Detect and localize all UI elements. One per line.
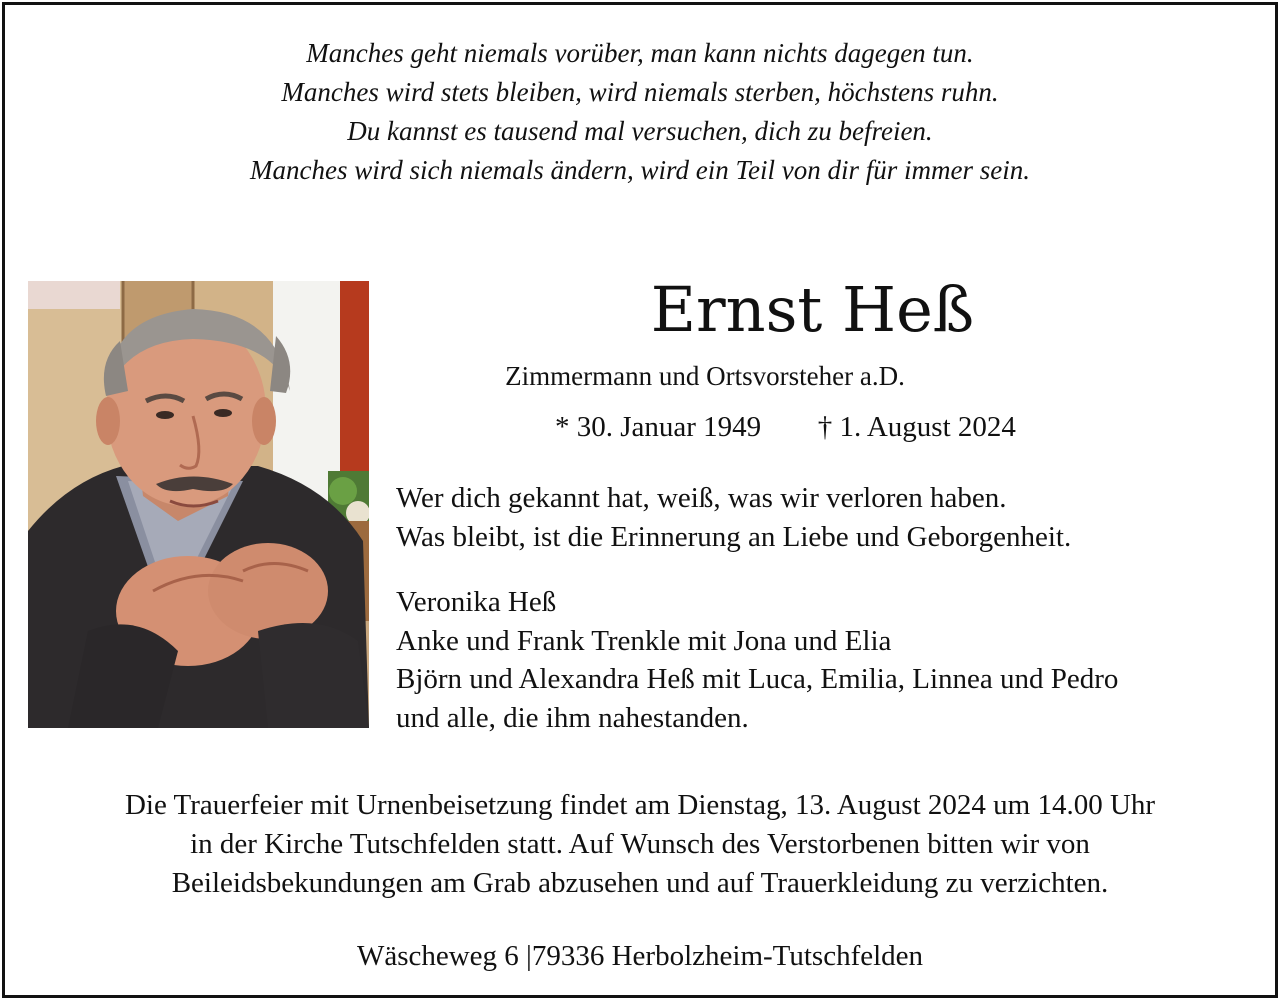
ceremony-line: Die Trauerfeier mit Urnenbeisetzung findet am Dienstag, 13. August 2024 um 14.00 Uhr xyxy=(124,789,1156,821)
mourner-line: Björn und Alexandra Heß mit Luca, Emilia, Linnea und Pedro xyxy=(396,663,1119,695)
address: Wäscheweg 6 |79336 Herbolzheim-Tutschfelden xyxy=(356,940,924,972)
poem-line: Du kannst es tausend mal versuchen, dich zu befreien. xyxy=(347,116,933,146)
ceremony-line: in der Kirche Tutschfelden statt. Auf Wunsch des Verstorbenen bitten wir von xyxy=(190,828,1090,860)
mourner-line: Anke und Frank Trenkle mit Jona und Elia xyxy=(396,624,892,657)
birth-date: * 30. Januar 1949 xyxy=(555,411,762,443)
occupation: Zimmermann und Ortsvorsteher a.D. xyxy=(505,361,905,391)
poem-line: Manches wird stets bleiben, wird niemals sterben, höchstens ruhn. xyxy=(281,77,999,107)
quote-line: Wer dich gekannt hat, weiß, was wir verloren haben. xyxy=(396,482,1007,514)
poem xyxy=(0,34,1280,190)
mourners-list xyxy=(396,583,1118,737)
poem-line: Manches wird sich niemals ändern, wird ein Teil von dir für immer sein. xyxy=(250,155,1030,185)
ceremony-notice xyxy=(0,786,1280,903)
memorial-quote xyxy=(396,479,1071,557)
portrait-photo xyxy=(28,281,369,728)
quote-line: Was bleibt, ist die Erinnerung an Liebe und Geborgenheit. xyxy=(396,521,1072,553)
life-dates xyxy=(555,410,1016,444)
poem-line: Manches geht niemals vorüber, man kann nichts dagegen tun. xyxy=(306,38,974,68)
death-date: † 1. August 2024 xyxy=(817,411,1016,443)
ceremony-line: Beileidsbekundungen am Grab abzusehen und auf Trauerkleidung zu verzichten. xyxy=(171,867,1109,899)
mourner-line: Veronika Heß xyxy=(396,586,557,618)
deceased-name: Ernst Heß xyxy=(650,273,975,346)
mourner-line: und alle, die ihm nahestanden. xyxy=(396,701,749,734)
